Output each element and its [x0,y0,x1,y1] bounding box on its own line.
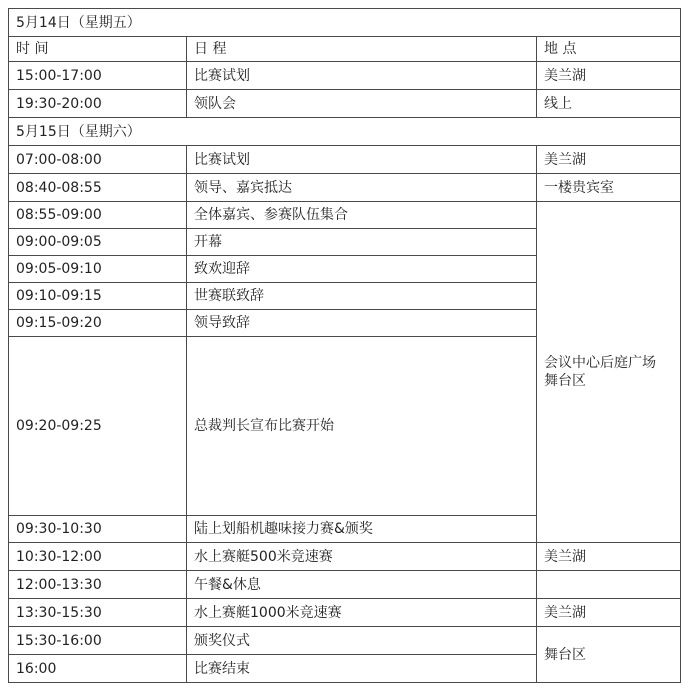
time-cell: 07:00-08:00 [9,146,187,174]
time-cell: 10:30-12:00 [9,543,187,571]
schedule-cell: 开幕 [187,229,537,256]
place-line: 会议中心后庭广场 [544,355,656,371]
table-row [9,627,681,655]
place-cell: 美兰湖 [537,146,681,174]
schedule-cell: 比赛试划 [187,146,537,174]
place-cell: 美兰湖 [537,62,681,90]
merged-place-cell [537,202,681,543]
table-row [9,62,681,90]
table-row [9,146,681,174]
table-row [9,174,681,202]
day-header-row [9,9,681,37]
schedule-cell: 比赛结束 [187,655,537,683]
schedule-cell: 领导、嘉宾抵达 [187,174,537,202]
table-row [9,543,681,571]
time-cell: 08:40-08:55 [9,174,187,202]
day-title: 5月14日（星期五） [9,9,681,37]
place-cell [537,571,681,599]
merged-place-cell: 舞台区 [537,627,681,683]
column-header-row [9,37,681,62]
place-cell: 一楼贵宾室 [537,174,681,202]
time-cell: 09:05-09:10 [9,256,187,283]
time-cell: 16:00 [9,655,187,683]
header-schedule: 日 程 [187,37,537,62]
table-row [9,202,681,229]
time-cell: 19:30-20:00 [9,90,187,118]
schedule-cell: 比赛试划 [187,62,537,90]
schedule-cell: 全体嘉宾、参赛队伍集合 [187,202,537,229]
time-cell: 09:30-10:30 [9,516,187,543]
schedule-table [8,8,681,683]
time-cell: 09:20-09:25 [9,337,187,516]
place-cell: 线上 [537,90,681,118]
day-header-row [9,118,681,146]
day-title: 5月15日（星期六） [9,118,681,146]
table-row [9,571,681,599]
time-cell: 08:55-09:00 [9,202,187,229]
schedule-cell: 致欢迎辞 [187,256,537,283]
time-cell: 09:15-09:20 [9,310,187,337]
schedule-cell: 陆上划船机趣味接力赛&颁奖 [187,516,537,543]
place-line: 舞台区 [544,373,586,389]
schedule-cell: 水上赛艇1000米竞速赛 [187,599,537,627]
time-cell: 09:00-09:05 [9,229,187,256]
schedule-cell: 总裁判长宣布比赛开始 [187,337,537,516]
header-time: 时 间 [9,37,187,62]
time-cell: 09:10-09:15 [9,283,187,310]
schedule-cell: 水上赛艇500米竞速赛 [187,543,537,571]
table-row [9,599,681,627]
schedule-cell: 午餐&休息 [187,571,537,599]
schedule-cell: 颁奖仪式 [187,627,537,655]
table-row [9,90,681,118]
time-cell: 15:30-16:00 [9,627,187,655]
schedule-cell: 领导致辞 [187,310,537,337]
time-cell: 15:00-17:00 [9,62,187,90]
time-cell: 13:30-15:30 [9,599,187,627]
schedule-cell: 世赛联致辞 [187,283,537,310]
place-cell: 美兰湖 [537,543,681,571]
place-cell: 美兰湖 [537,599,681,627]
time-cell: 12:00-13:30 [9,571,187,599]
schedule-cell: 领队会 [187,90,537,118]
header-place: 地 点 [537,37,681,62]
